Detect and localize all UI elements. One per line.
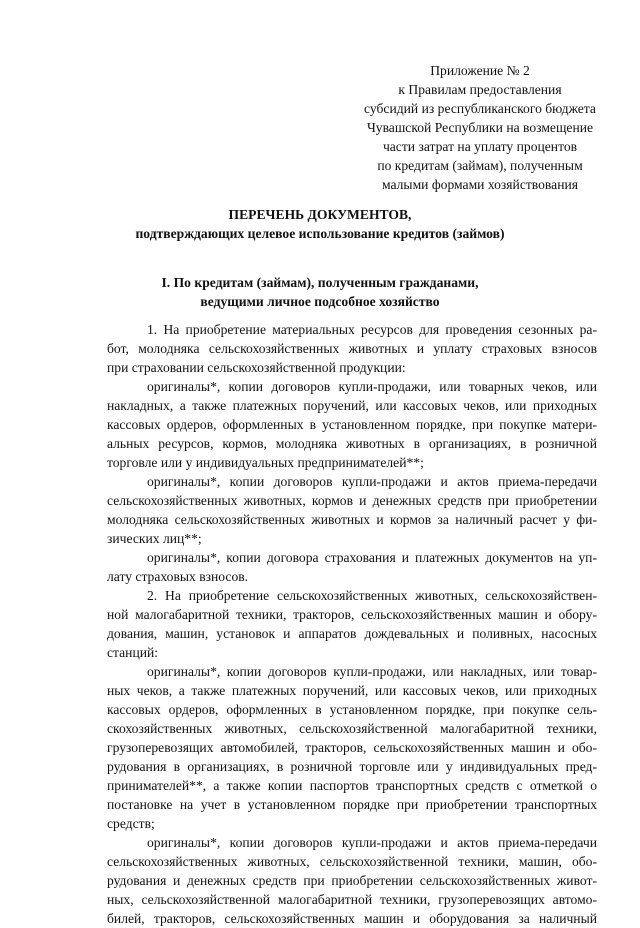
paragraph-line: накладных, а также платежных поручений, или кассовых чеков, или приходных — [107, 398, 597, 413]
paragraph-line: молодняка сельскохозяйственных животных и кормов за наличный расчет у фи- — [107, 512, 597, 527]
section-heading-line: I. По кредитам (займам), полученным гражданами, — [161, 275, 479, 290]
paragraph — [107, 377, 597, 472]
title-main: ПЕРЕЧЕНЬ ДОКУМЕНТОВ, — [228, 207, 412, 222]
paragraph — [107, 320, 597, 377]
paragraph-line: зических лиц**; — [107, 531, 202, 546]
paragraph-line: бот, молодняка сельскохозяйственных животных и уплату страховых взносов — [107, 341, 597, 356]
document-title — [0, 205, 640, 243]
paragraph-line: альных ресурсов, кормов, молодняка животных в организациях, в розничной — [107, 436, 597, 451]
paragraph-line: средств; — [107, 816, 155, 831]
appendix-line: Чувашской Республики на возмещение — [366, 120, 594, 135]
paragraph-line: кассовых ордеров, оформленных в установленном порядке, при покупке матери- — [107, 417, 597, 432]
paragraph-line: ных, сельскохозяйственной малогабаритной техники, грузоперевозящих автомо- — [107, 892, 597, 907]
paragraph-line: грузоперевозящих автомобилей, тракторов, сельскохозяйственных машин и обо- — [107, 740, 597, 755]
appendix-header — [330, 61, 630, 194]
paragraph-line: 1. На приобретение материальных ресурсов для проведения сезонных ра- — [147, 322, 597, 337]
paragraph — [107, 586, 597, 662]
paragraph-line: оригиналы*, копии договора страхования и платежных документов на уп- — [147, 550, 597, 565]
paragraph-line: оригиналы*, копии договоров купли-продажи и актов приема-передачи — [147, 835, 597, 850]
paragraph — [107, 472, 597, 548]
paragraph-line: скохозяйственных животных, сельскохозяйственной малогабаритной техники, — [107, 721, 597, 736]
paragraph-line: оригиналы*, копии договоров купли-продажи, или накладных, или товар- — [147, 664, 597, 679]
appendix-line: субсидий из республиканского бюджета — [364, 101, 596, 116]
title-subtitle: подтверждающих целевое использование кредитов (займов) — [135, 226, 505, 241]
paragraph-line: рудования и денежных средств при приобретении сельскохозяйственных живот- — [107, 873, 597, 888]
paragraph — [107, 548, 597, 586]
paragraph-line: принимателей**, а также копии паспортов транспортных средств с отметкой о — [107, 778, 597, 793]
paragraph-line: при страховании сельскохозяйственной продукции: — [107, 360, 406, 375]
section-heading — [0, 273, 640, 311]
paragraph-line: рудования в организациях, в розничной торговле или у индивидуальных пред- — [107, 759, 597, 774]
paragraph-line: ных чеков, а также платежных поручений, или кассовых чеков, или приходных — [107, 683, 597, 698]
paragraph-line: ной малогабаритной техники, тракторов, сельскохозяйственных машин и обору- — [107, 607, 597, 622]
paragraph-line: кассовых ордеров, оформленных в установленном порядке, при покупке сель- — [107, 702, 597, 717]
paragraph-line: 2. На приобретение сельскохозяйственных животных, сельскохозяйствен- — [147, 588, 597, 603]
paragraph-line: оригиналы*, копии договоров купли-продажи, или товарных чеков, или — [147, 379, 597, 394]
paragraph-line: сельскохозяйственных животных, сельскохозяйственной техники, машин, обо- — [107, 854, 597, 869]
paragraph-line: билей, тракторов, сельскохозяйственных машин и оборудования за наличный — [107, 911, 597, 926]
paragraph-line: лату страховых взносов. — [107, 569, 249, 584]
section-heading-line: ведущими личное подсобное хозяйство — [200, 294, 440, 309]
appendix-line: Приложение № 2 — [430, 63, 530, 78]
appendix-line: части затрат на уплату процентов — [382, 139, 578, 154]
appendix-line: по кредитам (займам), полученным — [377, 158, 583, 173]
paragraph — [107, 833, 597, 928]
paragraph-line: торговле или у индивидуальных предпринимателей**; — [107, 455, 424, 470]
paragraph-line: станций: — [107, 645, 159, 660]
paragraph-line: постановке на учет в установленном порядке при приобретении транспортных — [107, 797, 597, 812]
appendix-line: малыми формами хозяйствования — [381, 177, 578, 192]
paragraph-line: оригиналы*, копии договоров купли-продажи и актов приема-передачи — [147, 474, 597, 489]
paragraph-line: дования, машин, установок и аппаратов дождевальных и поливных, насосных — [107, 626, 597, 641]
paragraph — [107, 662, 597, 833]
paragraph-line: сельскохозяйственных животных, кормов и денежных средств при приобретении — [107, 493, 597, 508]
appendix-line: к Правилам предоставления — [398, 82, 562, 97]
document-body — [107, 320, 597, 928]
